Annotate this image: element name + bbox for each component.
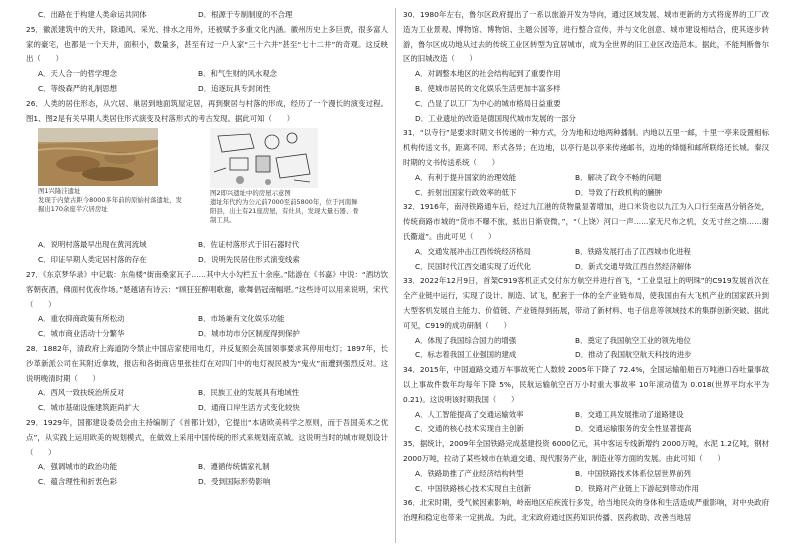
q27-options [26, 312, 388, 342]
q34-option-d: D．交通运输服务的安全性显著提高 [575, 424, 692, 434]
q33-options [403, 334, 769, 364]
q35-stem: 35．据统计，2009年全国铁路完成基建投资 6000亿元，其中客运专线新增约 2000万吨，水泥 1.2亿吨，钢材 2000万吨，拉动了某些城市在轨道交通、现代服务产业，制造业等方面的发展。由此可知（ ） [403, 439, 769, 463]
q24-options [26, 8, 388, 23]
q26-option-b: B．佐证村落形式于旧石器时代 [198, 240, 300, 250]
q31-option-d: D．导致了行政机构的臃肿 [575, 187, 662, 197]
q32-option-c: C．民国时代江西交通实现了近代化 [415, 261, 532, 271]
q24-option-c: C．出路在于构建人类命运共同体 [38, 10, 147, 19]
q30-option-d: D．工业遗址的改造是德国现代城市发展的一部分 [415, 113, 576, 123]
q35-option-d: D．铁路对产业链上下游起到带动作用 [575, 483, 699, 493]
q29-option-c: C．蕴含理性和折衷色彩 [38, 477, 118, 487]
q30-stem: 30．1980年左右，鲁尔区政府提出了一系以旅游开发为导向，通过区域发展、城市更新的方式将庞界的工厂改造为工业景观、博物馆、博物馆、主题公园等，进行整合宣传，并与文化创意、城市建设相结合，使其逐步转游，鲁尔区成功地从过去的传统工业区转型为宜居城市，成为全世界的旧工业区改造范本。据此，不能判断鲁尔区的旧城改造（ ） [403, 10, 769, 64]
q31-stem: 31．“以寺行”是要求时期文书传递的一种方式，分为地和边地两种播制。内地以五里一邮，十里一亭来设置相标机构传送文书，距离不同、形式各异；在边地，以亭行是以亭来传递邮书，边地的烽燧和邮所联络还长城。秦汉时期的文书传送系统（ ） [403, 128, 769, 167]
q26-stem: 26．人类的居住形态，从穴居、巢居到地面筑屋定居，再到聚居与村落的形成，经历了一个漫长的演变过程。图1、图2是有关早期人类居住形式演变及村落形式的考古发现。据此可知（ ） [26, 98, 388, 123]
q36-stem: 36．北宋时期，受气候因素影响，岭南地区疟疾流行多发，给当地民众的身体和生活造成严重影响，对中央政府治理和稳定也带来一定挑战。为此，北宋政府通过医药知识传播、医药救助、改善当地居 [403, 498, 769, 523]
q34-option-c: C．交通的核心技术实现自主创新 [415, 424, 524, 434]
q25-options [26, 67, 388, 97]
column-divider [395, 8, 396, 543]
q27-stem: 27．《东京梦华录》中记载：东角楼“街南桑家瓦子……其中大小勾栏五十余座。”陆游在《书嘉》中说：“酒坊饮客朝夜酒，佛面村优夜作场。”楚越诸有诗云：“顾狂狂醉唱歌谢，歌舞倡冠南幅堪。”这些诗可以用来说明，宋代（ ） [26, 269, 388, 309]
xinglongwa-site-photo [38, 128, 158, 186]
q33-option-a: A．体现了我国综合国力的增强 [415, 335, 517, 345]
q30-options [403, 67, 769, 126]
left-column [26, 8, 388, 490]
q26-option-a: A．说明村落最早出现在黄河流域 [38, 240, 147, 250]
q28-options [26, 386, 388, 416]
q32-stem: 32．1916年，南浔铁路通车后，经过九江港的货物量显著增加，进口米货也以九江为入口行至南昌分销各处，传统商路市城的“货市不曝不旅，抵出日渐衰微，”，“（上饶）河口一声……家无尺布之机，女无寸丝之绩……谢氏衢道”。由此可见（ ） [403, 202, 769, 241]
q30-option-b: B．使城市居民的文化娱乐生活更加丰富多样 [415, 83, 561, 93]
q28-option-b: B．民族工业的发展具有地域性 [198, 388, 300, 398]
q32-option-d: D．新式交通导致江西自然经济解体 [575, 261, 692, 271]
figure-1-caption: 图1兴隆洼遗址 发现于内蒙古距今8000多年前的原始村落遗址，发掘出170余座半穴居房址 [38, 187, 183, 214]
q29-option-b: B．遵循传统儒家礼制 [198, 462, 270, 472]
q26-options [26, 238, 388, 268]
jiahu-site-plan [210, 128, 318, 188]
q31-option-b: B．解决了政令不畅的问题 [575, 172, 662, 182]
q29-options [26, 460, 388, 490]
q27-option-a: A．重农抑商政策有所松动 [38, 314, 125, 324]
q26-option-c: C．印证早期人类定居村落的存在 [38, 255, 147, 265]
q28-option-d: D．通商口岸生活方式变化较快 [198, 403, 300, 413]
right-column [403, 8, 769, 526]
q25-option-a: A．天人合一的哲学理念 [38, 69, 117, 79]
q26-figures [26, 126, 388, 238]
q34-stem: 34．2015年，中国道路交通万车事故死亡人数较 2005年下降了 72.4%，全国运输船舶百万吨港口吞吐量事故以上事故件数年均每年下降 5%，民航运输航空百万小时重大事故率 10年滚动值为 0.018(世界平均水平为 0.21)。这说明该时期我国（ ） [403, 365, 769, 404]
q30-option-a: A．对调整本地区的社会结构起到了重要作用 [415, 69, 561, 79]
q24-option-d: D．根源于专制制度的不合理 [198, 10, 293, 19]
q35-options [403, 467, 769, 497]
q35-option-c: C．中国铁路核心技术实现自主创新 [415, 483, 532, 493]
q26-option-d: D．说明先民居住形式演变线索 [198, 255, 300, 265]
q31-option-c: C．折射出国家行政效率的低下 [415, 187, 517, 197]
q33-option-d: D．推动了我国航空航天科技的进步 [575, 350, 692, 360]
q25-stem: 25．徽派建筑中的天井，除通风、采光、排水之用外，还被赋予多重文化内涵。徽州历史上多巨贾，很多富人家的豪宅，也都是一个天井，面积小，数量多，甚至有过一户人家“三十六井”甚至“七十二井”的奇观。这反映出（ ） [26, 24, 388, 64]
figure-2 [210, 128, 360, 236]
q29-option-d: D．受到国际形势影响 [198, 477, 271, 487]
q28-stem: 28．1882年，清政府上海道防令禁止中国店家使用电灯，并反复照会英国领事要求其停用电灯；1897年，长沙革新派公司在其附近拿坡，报店和各街商店里张挂灯在对四门中的电灯视民被为“鬼火”而遭到强烈反对。这说明晚清时期（ ） [26, 343, 388, 383]
q27-option-b: B．市场兼有文化娱乐功能 [198, 314, 285, 324]
q31-options [403, 171, 769, 201]
q34-option-a: A．人工智能提高了交通运输效率 [415, 409, 524, 419]
q34-options [403, 408, 769, 438]
q34-option-b: B．交通工具发展推动了道路建设 [575, 409, 684, 419]
q35-option-b: B．中国铁路技术体系位居世界前列 [575, 468, 691, 478]
figure-2-caption: 图2即兴遗址中的房屋示意图 遗址年代约为公元前7000至前5800年，位于河南舞阳县，出土有21座房屋，有灶具，发现大量石器、骨制工具。 [210, 189, 359, 225]
q32-option-b: B．铁路发展打击了江西城市化进程 [575, 246, 691, 256]
q27-option-d: D．城市坊市分区制度得到保护 [198, 329, 300, 339]
q27-option-c: C．城市商业活动十分繁华 [38, 329, 125, 339]
q25-option-b: B．和气生财的风水观念 [198, 69, 277, 79]
q33-stem: 33．2022年12月9日，首架C919客机正式交付东方航空并进行首飞，“工业皇冠上的明珠”的C919发展首次在全产业链中运行，实现了设计、制造、试飞，配套于一体的全产业链布局，使我国由有大飞机产业的国家跃升到大型客机发展自主能力、价值链、产业链得到拓展，带动了新材料、电子信息等领域技术的集群创新突破。据此可见，C919的成功研制（ ） [403, 276, 769, 330]
q30-option-c: C．凸显了以工厂为中心的城市格局日益重要 [415, 98, 561, 108]
q29-stem: 29．1929年，国都建设委员会由主持编制了《首都计划》，它提出“本诸欧美科学之原则，而于吾国美术之优点”，从实践上运用欧美的规划模式，在做效上采用中国传统的形式来规划南京城。这说明当时的城市规划设计（ ） [26, 417, 388, 457]
q33-option-b: B．奠定了我国航空工业的领先地位 [575, 335, 691, 345]
q35-option-a: A．铁路助推了产业经济结构转型 [415, 468, 524, 478]
q29-option-a: A．强调城市的政治功能 [38, 462, 117, 472]
q25-option-d: D．追逐玩具专封闭性 [198, 83, 271, 93]
figure-1 [38, 128, 188, 236]
q32-options [403, 245, 769, 275]
q28-option-c: C．城市基础设施建筑距尚扩大 [38, 403, 140, 413]
q31-option-a: A．有利于提升国家的治理效能 [415, 172, 517, 182]
q32-option-a: A．交通发展冲击江西传统经济格局 [415, 246, 531, 256]
q33-option-c: C．标志着我国工业强国的建成 [415, 350, 517, 360]
q28-option-a: A．西风一致扶统治所反对 [38, 388, 125, 398]
q25-option-c: C．等级森严的礼制思想 [38, 83, 118, 93]
